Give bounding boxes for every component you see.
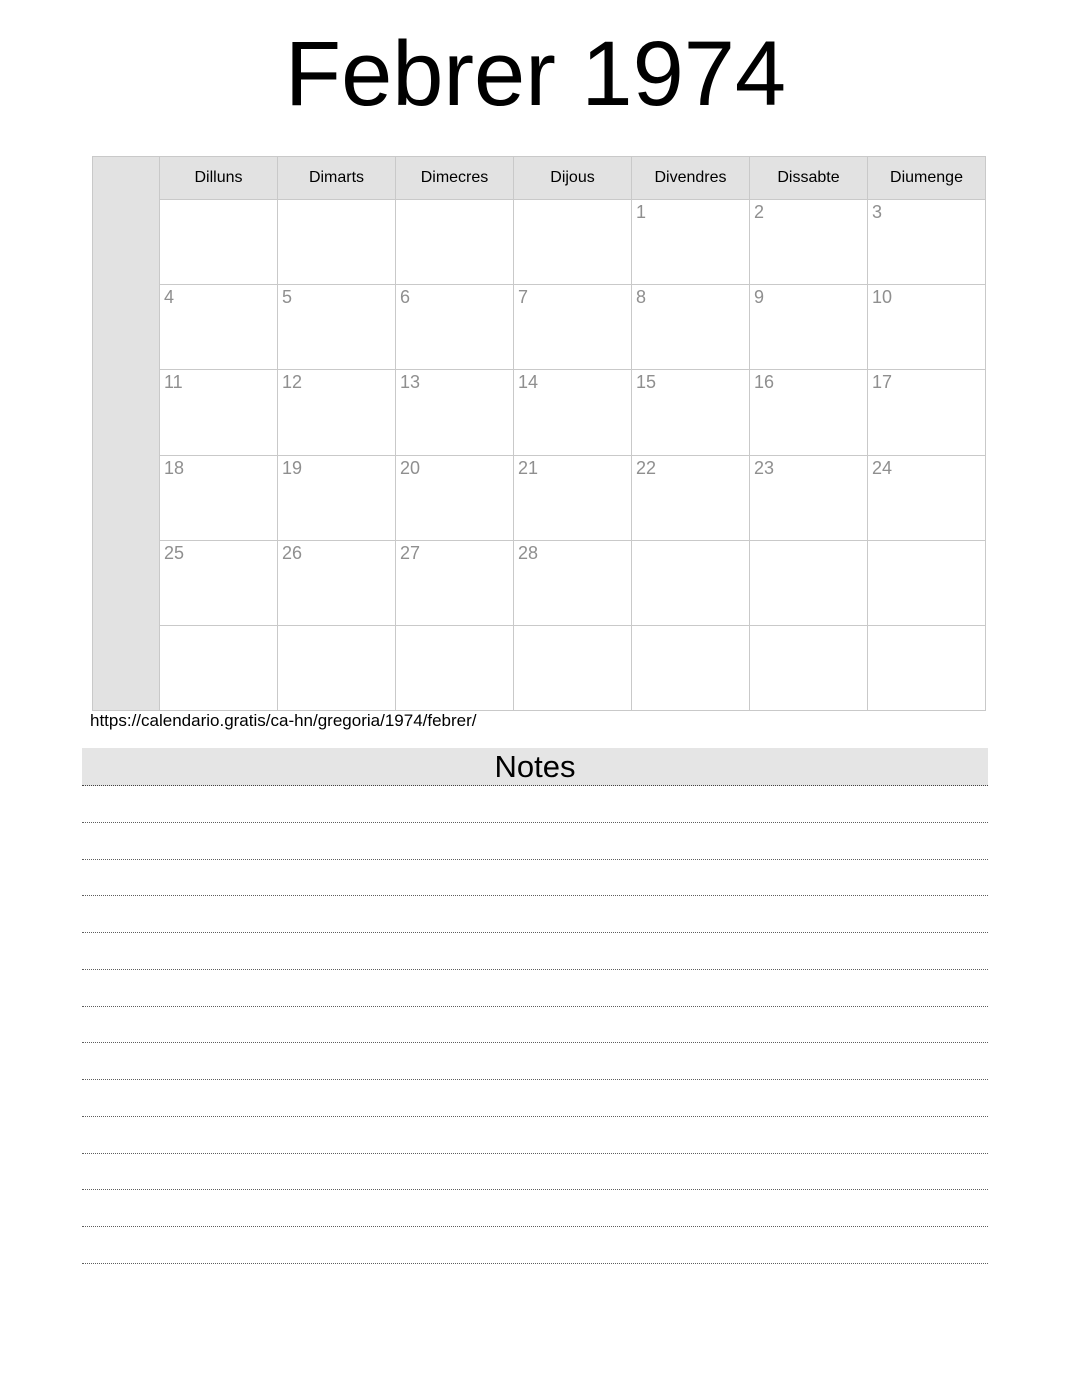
day-number (278, 200, 395, 203)
day-cell-empty (396, 625, 514, 710)
day-cell-empty (278, 200, 396, 285)
day-number: 3 (872, 202, 883, 222)
day-number: 27 (400, 542, 421, 563)
note-line (82, 786, 988, 823)
week-row-2 (93, 285, 986, 370)
week-row-6 (93, 625, 986, 710)
page-title: Febrer 1974 (284, 23, 787, 125)
day-cell-4 (160, 285, 278, 370)
day-number: 8 (636, 287, 647, 308)
note-line (82, 1227, 988, 1264)
day-cell-9 (750, 285, 868, 370)
day-number (160, 626, 277, 629)
day-cell-empty (632, 540, 750, 625)
note-line (82, 1007, 988, 1044)
day-cell-12 (278, 370, 396, 455)
day-cell-26 (278, 540, 396, 625)
day-number (514, 200, 631, 203)
day-number (750, 541, 867, 544)
day-number: 15 (636, 372, 657, 393)
day-cell-empty (278, 625, 396, 710)
day-cell-28 (514, 540, 632, 625)
note-line (82, 860, 988, 897)
day-cell-5 (278, 285, 396, 370)
day-cell-2 (750, 200, 868, 285)
day-cell-3 (868, 200, 986, 285)
day-number: 13 (400, 372, 421, 393)
calendar-table (92, 156, 986, 711)
day-number: 25 (164, 542, 185, 563)
day-cell-empty (750, 540, 868, 625)
day-cell-empty (160, 625, 278, 710)
note-line (82, 1190, 988, 1227)
day-number: 24 (872, 457, 893, 478)
day-number: 12 (282, 372, 303, 393)
day-number (160, 200, 277, 203)
note-line (82, 970, 988, 1007)
week-row-3 (93, 370, 986, 455)
weekday-header-diumenge: Diumenge (868, 157, 986, 200)
day-number: 22 (636, 457, 657, 478)
day-cell-empty (396, 200, 514, 285)
day-number: 28 (518, 542, 539, 563)
day-number: 7 (518, 287, 529, 308)
note-line (82, 1117, 988, 1154)
day-cell-17 (868, 370, 986, 455)
day-cell-19 (278, 455, 396, 540)
notes-title: Notes (494, 749, 576, 784)
day-cell-13 (396, 370, 514, 455)
day-cell-24 (868, 455, 986, 540)
day-number (750, 626, 867, 629)
week-number-column (93, 157, 160, 711)
day-number: 1 (636, 202, 647, 222)
day-number: 26 (282, 542, 303, 563)
day-number: 21 (518, 457, 539, 478)
day-number (396, 200, 513, 203)
day-cell-empty (868, 540, 986, 625)
weekday-header-dimecres: Dimecres (396, 157, 514, 200)
weekday-header-row (93, 157, 986, 200)
day-number (514, 626, 631, 629)
weekday-header-dilluns: Dilluns (160, 157, 278, 200)
note-line (82, 896, 988, 933)
day-cell-empty (514, 200, 632, 285)
note-line (82, 1154, 988, 1191)
day-cell-1 (632, 200, 750, 285)
day-cell-25 (160, 540, 278, 625)
day-cell-10 (868, 285, 986, 370)
day-cell-16 (750, 370, 868, 455)
day-cell-11 (160, 370, 278, 455)
day-cell-18 (160, 455, 278, 540)
day-number (278, 626, 395, 629)
day-cell-empty (868, 625, 986, 710)
day-number: 5 (282, 287, 293, 308)
day-cell-6 (396, 285, 514, 370)
week-row-5 (93, 540, 986, 625)
day-cell-8 (632, 285, 750, 370)
notes-lines (82, 786, 988, 1264)
day-cell-21 (514, 455, 632, 540)
weekday-header-dissabte: Dissabte (750, 157, 868, 200)
day-cell-empty (750, 625, 868, 710)
day-number: 2 (754, 202, 765, 222)
day-cell-15 (632, 370, 750, 455)
note-line (82, 823, 988, 860)
week-row-4 (93, 455, 986, 540)
week-row-1 (93, 200, 986, 285)
day-number: 4 (164, 287, 175, 308)
day-number (396, 626, 513, 629)
day-number (868, 541, 985, 544)
notes-header (82, 748, 988, 786)
day-number: 23 (754, 457, 775, 478)
day-number (632, 541, 749, 544)
day-cell-empty (632, 625, 750, 710)
day-number: 9 (754, 287, 765, 308)
day-cell-20 (396, 455, 514, 540)
day-number (632, 626, 749, 629)
day-number: 6 (400, 287, 411, 308)
weekday-header-divendres: Divendres (632, 157, 750, 200)
day-number: 14 (518, 372, 539, 393)
weekday-header-dimarts: Dimarts (278, 157, 396, 200)
note-line (82, 1043, 988, 1080)
day-number: 19 (282, 457, 303, 478)
day-number: 17 (872, 372, 893, 393)
day-number: 18 (164, 457, 185, 478)
day-number: 10 (872, 287, 893, 308)
day-number (868, 626, 985, 629)
day-cell-22 (632, 455, 750, 540)
day-number: 20 (400, 457, 421, 478)
day-number: 11 (164, 372, 183, 393)
note-line (82, 1080, 988, 1117)
day-cell-23 (750, 455, 868, 540)
day-cell-empty (514, 625, 632, 710)
day-cell-14 (514, 370, 632, 455)
day-cell-empty (160, 200, 278, 285)
day-cell-7 (514, 285, 632, 370)
note-line (82, 933, 988, 970)
day-number: 16 (754, 372, 775, 393)
day-cell-27 (396, 540, 514, 625)
weekday-header-dijous: Dijous (514, 157, 632, 200)
source-url: https://calendario.gratis/ca-hn/gregoria/1974/febrer/ (90, 711, 477, 730)
